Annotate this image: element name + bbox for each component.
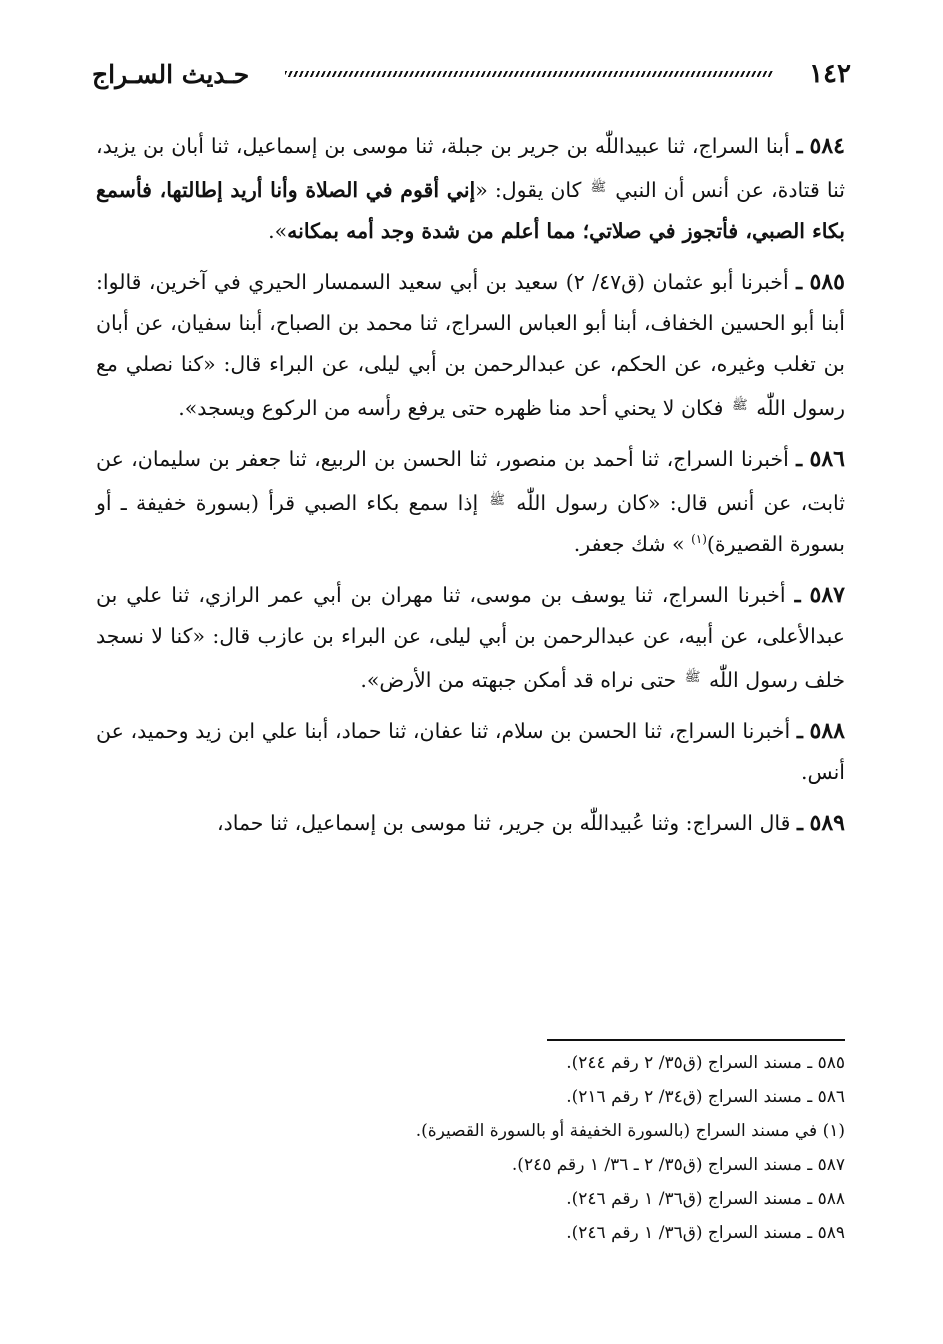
hadith-text: أخبرنا السراج، ثنا أحمد بن منصور، ثنا الحسن بن الربيع، ثنا جعفر بن سليمان، عن ثابت، عن أنس قال: «كان رسول اللّٰه (96, 447, 845, 515)
hadith-text: أخبرنا أبو عثمان (ق٤٧/ ٢) سعيد بن أبي سعيد السمسار الحيري في آخرين، قالوا: أبنا أبو الحسين الخفاف، أبنا أبو العباس السراج، ثنا محمد بن الصباح، أبنا سفيان، عن أبان بن تغلب وغيره، عن الحكم، عن عبدالرحمن بن أبي ليلى، عن البراء قال: «كنا نصلي مع رسول اللّٰه (96, 270, 845, 420)
footnote-reference[interactable]: (١) (691, 532, 707, 546)
hadith-number: ٥٨٥ (809, 269, 845, 295)
hadith-text: قال السراج: وثنا عُبيداللّٰه بن جرير، ثنا موسى بن إسماعيل، ثنا حماد، (216, 811, 791, 835)
footnotes (200, 1046, 845, 1250)
hadith-entry-586: ٥٨٦ ـ أخبرنا السراج، ثنا أحمد بن منصور، ثنا الحسن بن الربيع، ثنا جعفر بن سليمان، عن ثابت، عن أنس قال: «كان رسول اللّٰه $^ﷺ$ إذا سمع بكاء الصبي قرأ (بسورة خفيفة ـ أو بسورة القصيرة)$^{(١)}$ » شك جعفر. (96, 446, 845, 556)
footnote-line: ٥٨٧ ـ مسند السراج (ق٣٥/ ٢ ـ ٣٦/ ١ رقم ٢٤٥). (511, 1155, 845, 1175)
hadith-text: إذا سمع بكاء الصبي قرأ (بسورة خفيفة ـ أو بسورة القصيرة) (96, 491, 845, 556)
hadith-number: ٥٨٦ (809, 446, 845, 472)
footnote-line: ٥٨٩ ـ مسند السراج (ق٣٦/ ١ رقم ٢٤٦). (566, 1223, 845, 1243)
honorific-glyph: ﷺ (489, 493, 506, 508)
honorific-glyph: ﷺ (731, 398, 748, 413)
hadith-text: » شك جعفر. (573, 532, 692, 556)
hadith-entry-588: ٥٨٨ ـ أخبرنا السراج، ثنا الحسن بن سلام، ثنا عفان، ثنا حماد، أبنا علي ابن زيد وحميد، عن أنس. (96, 718, 845, 784)
footnote-line: ٥٨٦ ـ مسند السراج (ق٣٤/ ٢ رقم ٢١٦). (566, 1087, 845, 1107)
hadith-entry-584: ٥٨٤ ـ أبنا السراج، ثنا عبيداللّٰه بن جرير بن جبلة، ثنا موسى بن إسماعيل، ثنا أبان بن يزيد، ثنا قتادة، عن أنس أن النبي $^ﷺ$ كان يقول: «إني أقوم في الصلاة وأنا أريد إطالتها، فأسمع بكاء الصبي، فأتجوز في صلاتي؛ مما أعلم من شدة وجد أمه بمكانه». (96, 133, 845, 243)
running-title: حـديث السـراج (92, 59, 250, 89)
footnote-divider (547, 1039, 845, 1041)
hadith-text: فكان لا يحني أحد منا ظهره حتى يرفع رأسه من الركوع ويسجد». (178, 396, 724, 420)
hadith-text: أبنا السراج، ثنا عبيداللّٰه بن جرير بن جبلة، ثنا موسى بن إسماعيل، ثنا أبان بن يزيد، ثنا قتادة، عن أنس أن النبي (96, 134, 845, 202)
hadith-text: حتى نراه قد أمكن جبهته من الأرض». (360, 668, 677, 692)
hadith-matn-bold: إني أقوم في الصلاة وأنا أريد إطالتها، فأسمع بكاء الصبي، فأتجوز في صلاتي؛ مما أعلم من شدة وجد أمه بمكانه (96, 178, 845, 243)
page-number: ١٤٢ (809, 59, 851, 89)
hadith-number: ٥٨٧ (809, 582, 845, 608)
hadith-text: أخبرنا السراج، ثنا يوسف بن موسى، ثنا مهران بن أبي عمر الرازي، ثنا علي بن عبدالأعلى، عن أبيه، عن عبدالرحمن بن أبي ليلى، عن البراء بن عازب قال: «كنا لا نسجد خلف رسول اللّٰه (96, 583, 845, 692)
page-header (92, 52, 851, 96)
header-rule (285, 71, 773, 77)
body-text (96, 126, 845, 854)
footnote-line: (١) في مسند السراج (بالسورة الخفيفة أو بالسورة القصيرة). (415, 1121, 845, 1141)
hadith-number: ٥٨٩ (809, 810, 845, 836)
footnote-line: ٥٨٨ ـ مسند السراج (ق٣٦/ ١ رقم ٢٤٦). (566, 1189, 845, 1209)
hadith-number: ٥٨٨ (809, 718, 845, 744)
footnote-line: ٥٨٥ ـ مسند السراج (ق٣٥/ ٢ رقم ٢٤٤). (566, 1053, 845, 1073)
honorific-glyph: ﷺ (590, 180, 607, 195)
hadith-text: كان يقول: « (475, 178, 582, 202)
honorific-glyph: ﷺ (684, 670, 701, 685)
hadith-text: أخبرنا السراج، ثنا الحسن بن سلام، ثنا عفان، ثنا حماد، أبنا علي ابن زيد وحميد، عن أنس. (96, 719, 845, 784)
hadith-number: ٥٨٤ (809, 133, 845, 159)
hadith-entry-587: ٥٨٧ ـ أخبرنا السراج، ثنا يوسف بن موسى، ثنا مهران بن أبي عمر الرازي، ثنا علي بن عبدالأعلى، عن أبيه، عن عبدالرحمن بن أبي ليلى، عن البراء بن عازب قال: «كنا لا نسجد خلف رسول اللّٰه $^ﷺ$ حتى نراه قد أمكن جبهته من الأرض». (96, 582, 845, 692)
hadith-entry-589: ٥٨٩ ـ قال السراج: وثنا عُبيداللّٰه بن جرير، ثنا موسى بن إسماعيل، ثنا حماد، (216, 810, 845, 836)
hadith-entry-585: ٥٨٥ ـ أخبرنا أبو عثمان (ق٤٧/ ٢) سعيد بن أبي سعيد السمسار الحيري في آخرين، قالوا: أبنا أبو الحسين الخفاف، أبنا أبو العباس السراج، ثنا محمد بن الصباح، أبنا سفيان، عن أبان بن تغلب وغيره، عن الحكم، عن عبدالرحمن بن أبي ليلى، عن البراء قال: «كنا نصلي مع رسول اللّٰه $^ﷺ$ فكان لا يحني أحد منا ظهره حتى يرفع رأسه من الركوع ويسجد». (96, 269, 845, 420)
hadith-text: ». (268, 219, 288, 243)
